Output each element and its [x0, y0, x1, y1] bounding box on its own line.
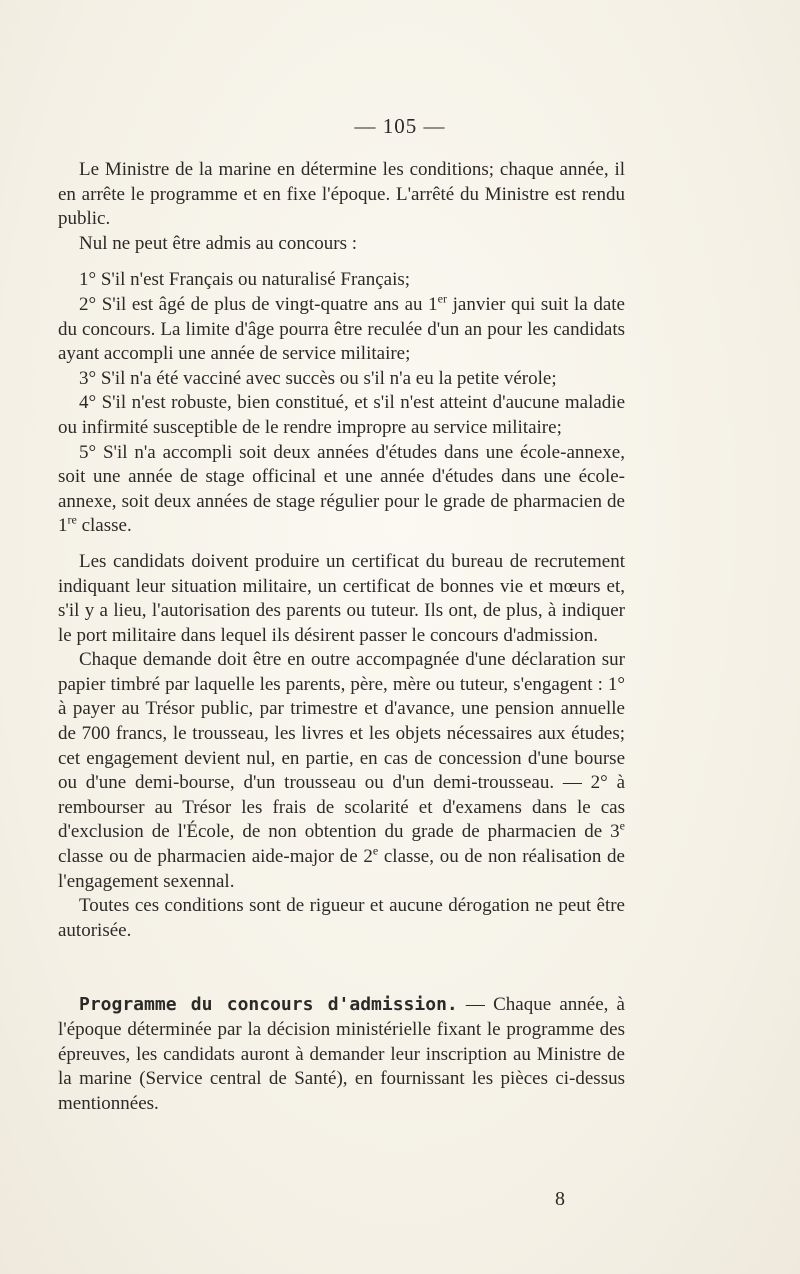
condition-item-3: 3° S'il n'a été vacciné avec succès ou s'il n'a eu la petite vérole; [79, 367, 557, 389]
paragraph-certificates: Les candidats doivent produire un certificat du bureau de recrutement indiquant leur situation militaire, un certificat de bonnes vie et mœurs et, s'il y a lieu, l'autorisation des parents ou tuteur. Ils ont, de plus, à indiquer le port militaire dans lequel ils désirent passer le concours d'admission. [58, 550, 625, 646]
condition-item-5-superscript: re [67, 512, 77, 527]
paragraph-rigueur: Toutes ces conditions sont de rigueur et aucune dérogation ne peut être autorisée. [58, 895, 625, 941]
paragraph-declaration [58, 648, 625, 894]
paragraph-declaration-superscript-1: e [619, 819, 625, 834]
paragraph-minister: Le Ministre de la marine en détermine les conditions; chaque année, il en arrête le programme et en fixe l'époque. L'arrêté du Ministre est rendu public. [58, 159, 625, 230]
condition-item-2-text-a: 2° S'il est âgé de plus de vingt-quatre ans au 1 [79, 293, 438, 315]
condition-item-1: 1° S'il n'est Français ou naturalisé Français; [79, 269, 411, 291]
paragraph-programme [58, 993, 625, 1116]
condition-item-2 [58, 293, 625, 367]
condition-item-2-text-b: janvier qui suit la date du concours. La limite d'âge pourra être reculée d'un an pour les candidats ayant accompli une année de service militaire; [58, 293, 625, 365]
condition-item-5-text-b: classe. [76, 515, 132, 537]
paragraph-declaration-text-end: classe, ou de non réalisation de l'engagement sexennal. [58, 846, 625, 892]
section-title: Programme du concours d'admission. [79, 994, 458, 1016]
page-body [58, 158, 625, 1116]
paragraph-declaration-superscript-2: e [372, 843, 379, 858]
condition-item-2-superscript: er [437, 291, 447, 306]
page-number-header: — 105 — [354, 114, 446, 138]
condition-item-5-text-a: 5° S'il n'a accompli soit deux années d'études dans une école-annexe, soit une année de stage officinal et une année d'études dans une école-annexe, soit deux années de stage régulier pour le grade de pharmacien de 1 [58, 441, 625, 537]
condition-item-5 [58, 441, 625, 539]
paragraph-declaration-text: Chaque demande doit être en outre accompagnée d'une déclaration sur papier timbré par laquelle les parents, père, mère ou tuteur, s'engagent : 1° à payer au Trésor public, par trimestre et d'avance, une pension annuelle de 700 francs, le trousseau, les livres et les objets nécessaires aux études; cet engagement devient nul, en partie, en cas de concession d'une bourse ou d'une demi-bourse, d'un trousseau ou d'un demi-trousseau. — 2° à rembourser au Trésor les frais de scolarité et d'examens dans le cas d'exclusion de l'École, de non obtention du grade de pharmacien de 3 [58, 649, 625, 843]
paragraph-admission-intro: Nul ne peut être admis au concours : [79, 232, 358, 254]
section-body: — Chaque année, à l'époque déterminée par la décision ministérielle fixant le programme des épreuves, les candidats auront à demander leur inscription au Ministre de la marine (Service central de Santé), en fournissant les pièces ci-dessus mentionnées. [58, 994, 625, 1114]
signature-mark: 8 [555, 1188, 565, 1210]
paragraph-declaration-text-mid: classe ou de pharmacien aide-major de 2 [58, 846, 373, 868]
condition-item-4: 4° S'il n'est robuste, bien constitué, et s'il n'est atteint d'aucune maladie ou infirmité susceptible de le rendre impropre au service militaire; [58, 392, 625, 438]
